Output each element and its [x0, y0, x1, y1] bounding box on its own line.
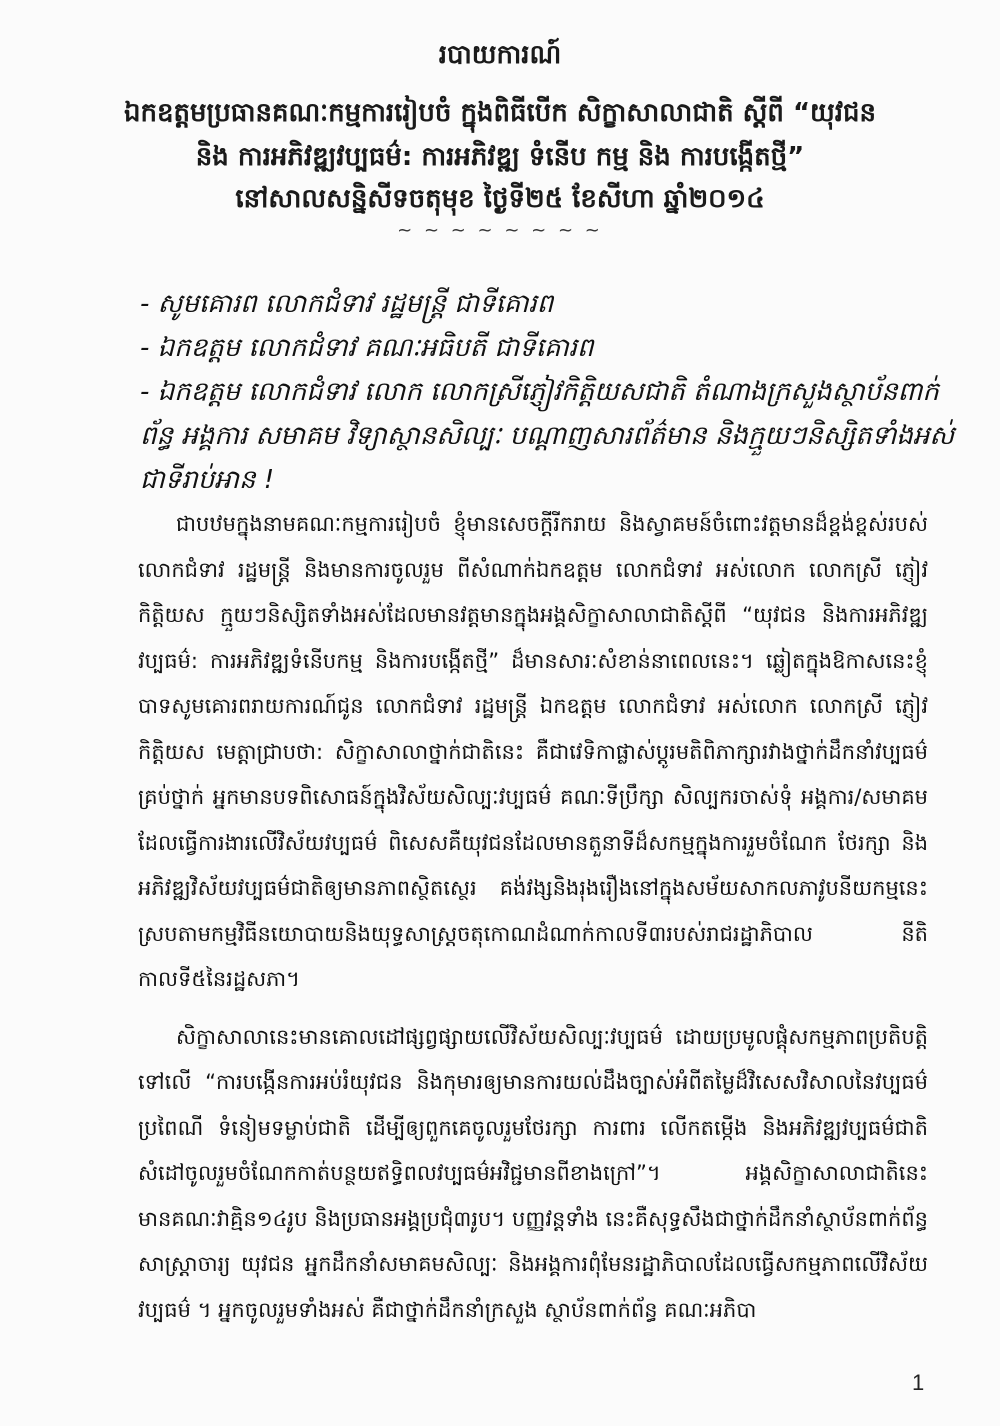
heading-line-1: ឯកឧត្តមប្រធានគណៈកម្មការរៀបចំ ក្នុងពិធីបើក សិក្ខាសាលាជាតិ ស្តីពី “យុវជន	[123, 98, 877, 128]
salutation-line: - សូមគោរព លោកជំទាវ រដ្ឋមន្ត្រី ជាទីគោរព	[140, 289, 554, 319]
report-title: របាយការណ៍	[438, 40, 562, 70]
page-number: 1	[912, 1370, 925, 1395]
body-paragraph: សិក្ខាសាលានេះមានគោលដៅផ្សព្វផ្សាយលើវិស័យសិល្បៈវប្បធម៌ ដោយប្រមូលផ្ដុំសកម្មភាពប្រតិបត្តិទៅលើ “ការបង្កើនការអប់រំយុវជន និងកុមារឲ្យមានការយល់ដឹងច្បាស់អំពីតម្លៃដ៏វិសេសវិសាលនៃវប្បធម៌ ប្រពៃណី ទំនៀមទម្លាប់ជាតិ ដើម្បីឲ្យពួកគេចូលរួមថែរក្សា ការពារ លើកតម្កើង និងអភិវឌ្ឍវប្បធម៌ជាតិ សំដៅចូលរួមចំណែកកាត់បន្ថយឥទ្ធិពលវប្បធម៌អវិជ្ជមានពីខាងក្រៅ”។ អង្គសិក្ខាសាលាជាតិនេះ មានគណៈវាគ្មិន១៤រូប និងប្រធានអង្គប្រជុំ៣រូប។ បញ្ញវន្តទាំង នេះគឺសុទ្ធសឹងជាថ្នាក់ដឹកនាំស្ថាប័នពាក់ព័ន្ធ សាស្ត្រាចារ្យ យុវជន អ្នកដឹកនាំសមាគមសិល្បៈ និងអង្គការពុំមែនរដ្ឋាភិបាលដែលធ្វើសកម្មភាពលើវិស័យវប្បធម៌ ។ អ្នកចូលរួមទាំងអស់ គឺជាថ្នាក់ដឹកនាំក្រសួង ស្ថាប័នពាក់ព័ន្ធ គណៈអភិបា	[138, 1024, 928, 1322]
tilde-separator: ~ ~ ~ ~ ~ ~ ~ ~	[397, 220, 603, 241]
body-paragraph: ជាបឋមក្នុងនាមគណៈកម្មការរៀបចំ ខ្ញុំមានសេចក្ដីរីករាយ និងស្វាគមន៍ចំពោះវត្តមានដ៏ខ្ពង់ខ្ពស់របស់លោកជំទាវ រដ្ឋមន្ត្រី និងមានការចូលរួម ពីសំណាក់ឯកឧត្តម លោកជំទាវ អស់លោក លោកស្រី ភ្ញៀវកិត្តិយស ក្មួយៗនិស្សិតទាំងអស់ដែលមានវត្តមានក្នុងអង្គសិក្ខាសាលាជាតិស្តីពី “យុវជន និងការអភិវឌ្ឍវប្បធម៌: ការអភិវឌ្ឍទំនើបកម្ម និងការបង្កើតថ្មី” ដ៏មានសារៈសំខាន់នាពេលនេះ។ ឆ្លៀតក្នុងឱកាសនេះខ្ញុំបាទសូមគោរពរាយការណ៍ជូន លោកជំទាវ រដ្ឋមន្ត្រី ឯកឧត្តម លោកជំទាវ អស់លោក លោកស្រី ភ្ញៀវកិត្តិយស មេត្តាជ្រាបថា: សិក្ខាសាលាថ្នាក់ជាតិនេះ គឺជាវេទិកាផ្លាស់ប្ដូរមតិពិភាក្សារវាងថ្នាក់ដឹកនាំវប្បធម៌គ្រប់ថ្នាក់ អ្នកមានបទពិសោធន៍ក្នុងវិស័យសិល្បៈវប្បធម៌ គណៈទីប្រឹក្សា សិល្បករចាស់ទុំ អង្គការ/សមាគម ដែលធ្វើការងារលើវិស័យវប្បធម៌ ពិសេសគឺយុវជនដែលមានតួនាទីដ៏សកម្មក្នុងការរួមចំណែក ថែរក្សា និងអភិវឌ្ឍវិស័យវប្បធម៌ជាតិឲ្យមានភាពស្ថិតស្ថេរ គង់វង្សនិងរុងរឿងនៅក្នុងសម័យសាកលភាវូបនីយកម្មនេះ ស្របតាមកម្មវិធីនយោបាយនិងយុទ្ធសាស្ត្រចតុកោណដំណាក់កាលទី៣របស់រាជរដ្ឋាភិបាល នីតិកាលទី៥នៃរដ្ឋសភា។	[138, 512, 928, 991]
heading-line-2: និង ការអភិវឌ្ឍវប្បធម៌: ការអភិវឌ្ឍ ទំនើប កម្ម និង ការបង្កើតថ្មី”	[195, 142, 805, 172]
salutation-line: - ឯកឧត្តម លោកជំទាវ លោក លោកស្រីភ្ញៀវកិត្តិយសជាតិ តំណាងក្រសួងស្ថាប័នពាក់	[140, 377, 939, 407]
salutation-block	[140, 282, 955, 502]
heading-line-3: នៅសាលសន្និសីទចតុមុខ ថ្ងៃទី២៥ ខែសីហា ឆ្នាំ២០១៤	[235, 184, 765, 214]
salutation-line: ជាទីរាប់អាន !	[140, 465, 275, 495]
salutation-line: ព័ន្ធ អង្គការ សមាគម វិទ្យាស្ថានសិល្បៈ បណ្ដាញសារព័ត៌មាន និងក្មួយៗនិស្សិតទាំងអស់	[140, 421, 955, 451]
salutation-line: - ឯកឧត្តម លោកជំទាវ គណៈអធិបតី ជាទីគោរព	[140, 333, 594, 363]
body-text	[138, 502, 928, 1333]
